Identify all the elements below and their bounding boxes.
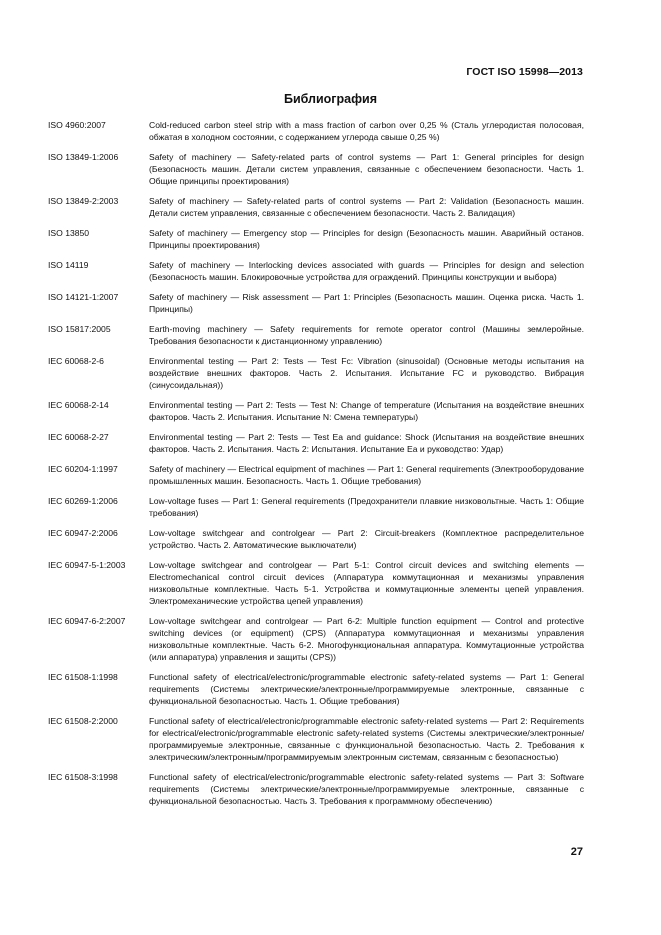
entry-text: Low-voltage switchgear and controlgear — Part 2: Circuit-breakers (Комплектное распределительное устройство. Часть 2. Автоматические выключатели)	[149, 528, 584, 550]
bibliography-entry	[48, 259, 584, 283]
bibliography-entry	[48, 151, 584, 187]
bibliography-entry	[48, 355, 584, 391]
entry-text: Low-voltage switchgear and controlgear — Part 6-2: Multiple function equipment — Control and protective switching devices (or equipment) (CPS) (Аппаратура коммутационная и механизмы управления низковольтные комплектные. Часть 6-2. Многофункциональная аппаратура. Коммутационные устройства (или аппаратура) управления и защиты (CPS))	[149, 616, 584, 662]
entry-code: IEC 60204-1:1997	[48, 464, 118, 474]
entry-text: Functional safety of electrical/electronic/programmable electronic safety-related systems — Part 1: General requirements (Системы электрические/электронные/программируемые электронные, связанные с функциональной безопасностью. Часть 1. Общие требования)	[149, 672, 584, 706]
entry-code: ISO 14119	[48, 260, 89, 270]
entry-code: IEC 60947-2:2006	[48, 528, 118, 538]
bibliography-entry	[48, 495, 584, 519]
page-number: 27	[570, 846, 583, 858]
bibliography-entry	[48, 227, 584, 251]
bibliography-entry	[48, 291, 584, 315]
entry-code: IEC 60947-6-2:2007	[48, 616, 126, 626]
bibliography-entry	[48, 195, 584, 219]
entry-text: Environmental testing — Part 2: Tests — Test Fc: Vibration (sinusoidal) (Основные методы испытания на воздействие внешних факторов. Часть 2. Испытания. Испытание FC и руководство. Вибрация (синусоидальная))	[149, 356, 584, 390]
entry-code: IEC 60947-5-1:2003	[48, 560, 126, 570]
bibliography-entry	[48, 559, 584, 607]
entry-code: IEC 60068-2-27	[48, 432, 109, 442]
bibliography-entry	[48, 527, 584, 551]
entry-text: Low-voltage fuses — Part 1: General requirements (Предохранители плавкие низковольтные. Часть 1: Общие требования)	[149, 496, 584, 518]
entry-text: Environmental testing — Part 2: Tests — Test N: Change of temperature (Испытания на воздействие внешних факторов. Часть 2. Испытания. Испытание N: Смена температуры)	[149, 400, 584, 422]
entry-code: IEC 60269-1:2006	[48, 496, 118, 506]
entry-text: Cold-reduced carbon steel strip with a mass fraction of carbon over 0,25 % (Сталь углеродистая полосовая, обжатая в холодном состоянии, с содержанием углерода свыше 0,25 %)	[149, 120, 584, 142]
entry-text: Safety of machinery — Electrical equipment of machines — Part 1: General requirements (Электрооборудование промышленных машин. Безопасность. Часть 1. Общие требования)	[149, 464, 584, 486]
document-code: ГОСТ ISO 15998—2013	[466, 66, 583, 78]
entry-code: ISO 14121-1:2007	[48, 292, 119, 302]
entry-text: Functional safety of electrical/electronic/programmable electronic safety-related systems — Part 3: Software requirements (Системы электрические/электронные/программируемые электронные, связанные с функциональной безопасностью. Часть 3. Требования к программному обеспечению)	[149, 772, 584, 806]
bibliography-entry	[48, 771, 584, 807]
bibliography-entry	[48, 615, 584, 663]
entry-text: Environmental testing — Part 2: Tests — Test Ea and guidance: Shock (Испытания на воздействие внешних факторов. Часть 2. Испытания. Часть 2: Испытания. Испытание Ea и руководство: Удар)	[149, 432, 584, 454]
entry-code: IEC 60068-2-6	[48, 356, 104, 366]
entry-text: Earth-moving machinery — Safety requirements for remote operator control (Машины землеройные. Требования безопасности к дистанционному управлению)	[149, 324, 584, 346]
entry-text: Functional safety of electrical/electronic/programmable electronic safety-related systems — Part 2: Requirements for electrical/electronic/programmable electronic safety-related systems (Системы электрические/электронные/программируемые электронные, связанные с функциональной безопасностью. Часть 2. Требования к электрическим/электронным/программируемым электронным системам, связанным с безопасностью)	[149, 716, 584, 762]
bibliography-entry	[48, 431, 584, 455]
entry-text: Safety of machinery — Emergency stop — Principles for design (Безопасность машин. Аварийный останов. Принципы проектирования)	[149, 228, 584, 250]
entry-code: ISO 13850	[48, 228, 90, 238]
bibliography-list	[48, 119, 584, 815]
entry-code: IEC 61508-2:2000	[48, 716, 118, 726]
bibliography-entry	[48, 715, 584, 763]
entry-code: IEC 60068-2-14	[48, 400, 109, 410]
entry-code: IEC 61508-1:1998	[48, 672, 118, 682]
entry-text: Safety of machinery — Safety-related parts of control systems — Part 1: General principles for design (Безопасность машин. Детали систем управления, связанные с обеспечением безопасности. Часть 1. Общие принципы проектирования)	[149, 152, 584, 186]
bibliography-entry	[48, 671, 584, 707]
entry-text: Safety of machinery — Interlocking devices associated with guards — Principles for design and selection (Безопасность машин. Блокировочные устройства для ограждений. Принципы конструкции и выбора)	[149, 260, 584, 282]
entry-text: Safety of machinery — Risk assessment — Part 1: Principles (Безопасность машин. Оценка риска. Часть 1. Принципы)	[149, 292, 584, 314]
entry-text: Low-voltage switchgear and controlgear — Part 5-1: Control circuit devices and switching elements — Electromechanical control circuit devices (Аппаратура коммутационная и механизмы управления низковольтные комплектные. Часть 5-1. Устройства и коммутационные элементы цепей управления. Электромеханические устройства цепей управления)	[149, 560, 584, 606]
entry-code: ISO 13849-2:2003	[48, 196, 119, 206]
entry-code: ISO 13849-1:2006	[48, 152, 119, 162]
bibliography-entry	[48, 119, 584, 143]
entry-code: ISO 15817:2005	[48, 324, 111, 334]
bibliography-entry	[48, 399, 584, 423]
bibliography-entry	[48, 463, 584, 487]
entry-code: ISO 4960:2007	[48, 120, 106, 130]
entry-text: Safety of machinery — Safety-related parts of control systems — Part 2: Validation (Безопасность машин. Детали систем управления, связанные с обеспечением безопасности. Часть 2. Валидация)	[149, 196, 584, 218]
bibliography-entry	[48, 323, 584, 347]
entry-code: IEC 61508-3:1998	[48, 772, 118, 782]
page-title: Библиография	[283, 92, 378, 106]
